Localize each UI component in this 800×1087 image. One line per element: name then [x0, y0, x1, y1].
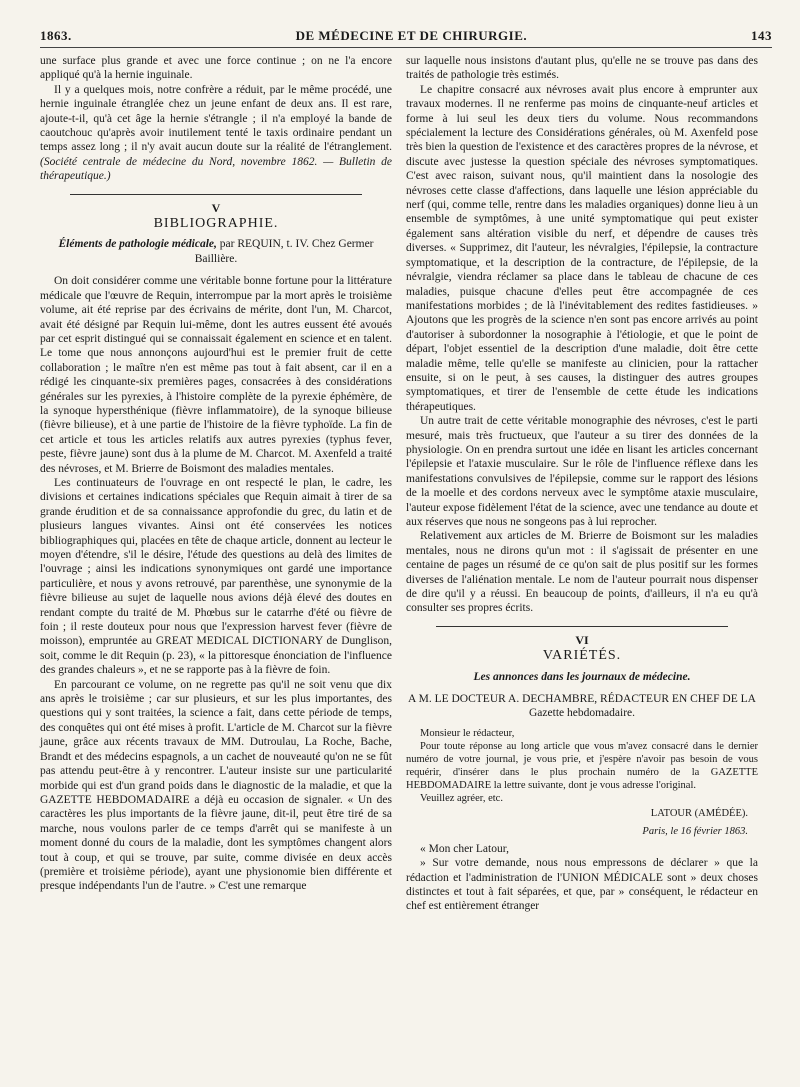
- quote-opening: « Mon cher Latour,: [420, 842, 509, 855]
- section-divider: [436, 626, 728, 627]
- salutation: Monsieur le rédacteur,: [420, 727, 515, 739]
- paragraph: sur laquelle nous insistons d'autant plus, qu'elle ne se trouve pas dans des traités de pathologie très estimés.: [406, 55, 758, 82]
- paragraph-text: Il y a quelques mois, notre confrère a réduit, par le même procédé, une hernie inguinale étranglée chez un jeune enfant de deux ans. Il est rare, ajoute-t-il, qu'à cet âge la hernie s'étrangle ; il n'a employé la bande de caoutchouc qu'après avoir inutilement tenté le taxis ordinaire pendant un temps assez long ; il n'y avait aucun doute sur la réalité de l'étranglement.: [40, 83, 392, 154]
- letter-paragraph: Pour toute réponse au long article que vous m'avez consacré dans le dernier numéro de votre journal, je vous prie, et j'espère n'avoir pas besoin de vous requérir, d'insérer dans le plus prochain numéro de la GAZETTE HEBDOMADAIRE la lettre suivante, dont je vous adresse l'original.: [406, 740, 758, 791]
- letter-address: A M. LE DOCTEUR A. DECHAMBRE, RÉDACTEUR EN CHEF DE LA Gazette hebdomadaire.: [408, 693, 756, 720]
- left-column: [40, 54, 392, 914]
- signature: LATOUR (AMÉDÉE).: [650, 807, 748, 819]
- paragraph: Le chapitre consacré aux névroses avait plus encore à emprunter aux travaux modernes. Il ne renferme pas moins de cinquante-neuf articles et forme à lui seul les deux tiers du volume. Nous recommandons spécialement la lecture des Considérations générales, où M. Axenfeld pose très bien la question de l'existence et des caractères propres de la névrose, et discute avec justesse la question spéciale des névroses symptomatiques. C'est avec raison, suivant nous, qu'il maintient dans la nosologie des névroses cette classe d'affections, dans laquelle une lésion appréciable du nerf (qui, comme telle, rentre dans les maladies organiques) donne lieu à un ensemble de symptômes, à une unité symptomatique qui peut exister également sans altération visible du nerf, et dépendre de causes très diverses. « Supprimez, dit l'auteur, les névralgies, l'épilepsie, la contracture symptomatique, et la description de la contracture, de l'épilepsie, de la névralgie, viendra réclamer sa place dans le tableau de chacune de ces maladies, puisque chacune d'elles peut être accompagnée de ces manifestations morbides ; de là l'inévitablement des redites fastidieuses. » Ajoutons que les progrès de la science n'en sont pas encore arrivés au point d'autoriser à subordonner la nosographie à l'étiologie, et que le point de départ, l'objet essentiel de la description d'une maladie, doit être cette maladie même, telle qu'elle se manifeste au clinicien, pour la rattacher ensuite, si on le peut, à ses causes, la distinguer des autres groupes symptomatiques, et tirer de l'ensemble de cette étude les indications thérapeutiques.: [406, 83, 758, 413]
- quote-body: » Sur votre demande, nous nous empressons de déclarer » que la rédaction et l'administration de l'UNION MÉDICALE sont » deux choses distinctes et tout à fait séparées, et que, par » conséquent, le rédacteur en chef est entièrement étranger: [406, 857, 758, 913]
- paragraph: une surface plus grande et avec une force continue ; on ne l'a encore appliqué qu'à la hernie inguinale.: [40, 55, 392, 82]
- page-header: [40, 28, 772, 48]
- book-title: Éléments de pathologie médicale,: [58, 238, 217, 251]
- paragraph: Relativement aux articles de M. Brierre de Boismont sur les maladies mentales, nous ne dirons qu'un mot : il s'agissait de présenter en une centaine de pages un résumé de ce qu'on sait de plus positif sur les formes diverses de l'aliénation mentale. Le nom de l'auteur pourrait nous dispenser de dire qu'il y a réussi. En beaucoup de points, d'ailleurs, il n'a eu qu'à consulter ses propres écrits.: [406, 530, 758, 615]
- paragraph: [40, 83, 392, 184]
- paragraph: En parcourant ce volume, on ne regrette pas qu'il ne soit venu que dix ans après le troisième ; car sur plusieurs, et sur les plus importantes, des questions qui y sont traitées, la science a fait, dans cette période de temps, des conquêtes qui ont été mises à profit. L'article de M. Charcot sur la fièvre jaune, grâce aux récents travaux de MM. Dutroulau, La Roche, Bache, Brandt et des médecins espagnols, a un cachet de nouveauté qu'on ne se fût pas attendu peut-être à y rencontrer. L'auteur insiste sur une particularité morbide qui est d'un grand poids dans le diagnostic de la maladie, et que la GAZETTE HEBDOMADAIRE a déjà eu occasion de signaler. « Un des caractères les plus importants de la fièvre jaune, dit-il, peut être tiré de sa marche, nous voulons parler de ce temps d'arrêt qui se manifeste à un moment donné du cours de la maladie, dont les symptômes changent alors tout à coup, et qui se trouve, par suite, comme divisée en deux accès (première et troisième période), ayant une physionomie bien différente et presque indépendants l'un de l'autre. » C'est une remarque: [40, 678, 392, 893]
- header-year: 1863.: [40, 28, 72, 43]
- letter-body: [406, 727, 758, 805]
- section-divider: [70, 194, 362, 195]
- right-column: [406, 54, 758, 914]
- paragraph: Un autre trait de cette véritable monographie des névroses, c'est le parti mesuré, mais très fructueux, que l'auteur a su tirer des données de la physiologie. On en prendra surtout une idée en lisant les articles concernant l'épilepsie et l'ataxie musculaire. Sur le rôle de l'influence réflexe dans les manifestations convulsives de l'épilepsie, comme sur le rapport des lésions de la moelle et des cordons nerveux avec le symptôme ataxie musculaire, l'auteur expose fidèlement l'état de la science, avec une tendance au doute et aux réserves que nous ne songeons pas à lui reprocher.: [406, 415, 758, 528]
- article-subtitle: Les annonces dans les journaux de médecine.: [473, 670, 691, 683]
- closing: Veuillez agréer, etc.: [420, 792, 503, 804]
- book-author: par REQUIN, t. IV. Chez Germer Baillière.: [194, 238, 374, 265]
- header-title: DE MÉDECINE ET DE CHIRURGIE.: [295, 28, 528, 43]
- section-number: V: [211, 200, 221, 215]
- header-page-number: 143: [750, 28, 772, 43]
- paragraph: On doit considérer comme une véritable bonne fortune pour la littérature médicale que l'œuvre de Requin, interrompue par la mort après le troisième volume, ait été reprise par des écrivains de mérite, dont l'un, M. Charcot, avait été désigné par Requin lui-même, dont les autres eussent été avoués par cet esprit distingué qui se connaissait également en science et en talent. Le tome que nous annonçons aujourd'hui est le premier fruit de cette collaboration ; le maître n'en est même pas tout à fait absent, car il en a rédigé les cinquante-six premières pages, consacrées à des considérations générales sur les pyrexies, à l'histoire complète de la pyrexie éphémère, de la synoque hypersthénique (fièvre inflammatoire), de la synoque bilieuse (fièvre bilieuse), et à une partie de l'histoire de la fièvre typhoïde. La fin de cet article et tous les articles relatifs aux autres pyrexies (typhus fever, peste, fièvre jaune) sont dus à la plume de M. Charcot. M. Axenfeld a traité des névroses, et M. Brierre de Boismont des maladies mentales.: [40, 275, 392, 475]
- section-title: VARIÉTÉS.: [542, 648, 622, 664]
- quoted-letter: [406, 842, 758, 914]
- letter-date: Paris, le 16 février 1863.: [642, 826, 748, 838]
- section-title: BIBLIOGRAPHIE.: [153, 216, 279, 232]
- book-entry-title: [40, 237, 392, 266]
- source-citation: (Société centrale de médecine du Nord, novembre 1862. — Bulletin de thérapeutique.): [40, 155, 392, 183]
- section-number: VI: [575, 632, 589, 647]
- paragraph: Les continuateurs de l'ouvrage en ont respecté le plan, le cadre, les divisions et certaines indications spéciales que Requin aimait à tirer de sa grande érudition et de sa connaissance approfondie du grec, du latin et de plusieurs langues vivantes. Ainsi ont été conservées les notices bibliographiques qui, placées en tête de chaque article, donnent au lecteur le moyen d'étendre, s'il le désire, l'étude des questions au delà des limites de l'ouvrage ; ainsi les indications synonymiques ont gardé une importance particulière, et nous y avons retrouvé, par parenthèse, une synonymie de la fièvre bilieuse au sujet de laquelle nous avions déjà élevé des doutes en rendant compte du traité de M. Phœbus sur le catarrhe d'été ou fièvre de foin ; il reste douteux pour nous que l'expression harvest fever (fièvre de moisson), empruntée au GREAT MEDICAL DICTIONARY de Dunglison, soit, comme le dit Requin (p. 23), « la pittoresque énonciation de l'influence des grandes chaleurs », et ne se rapporte pas à la fièvre de foin.: [40, 476, 392, 677]
